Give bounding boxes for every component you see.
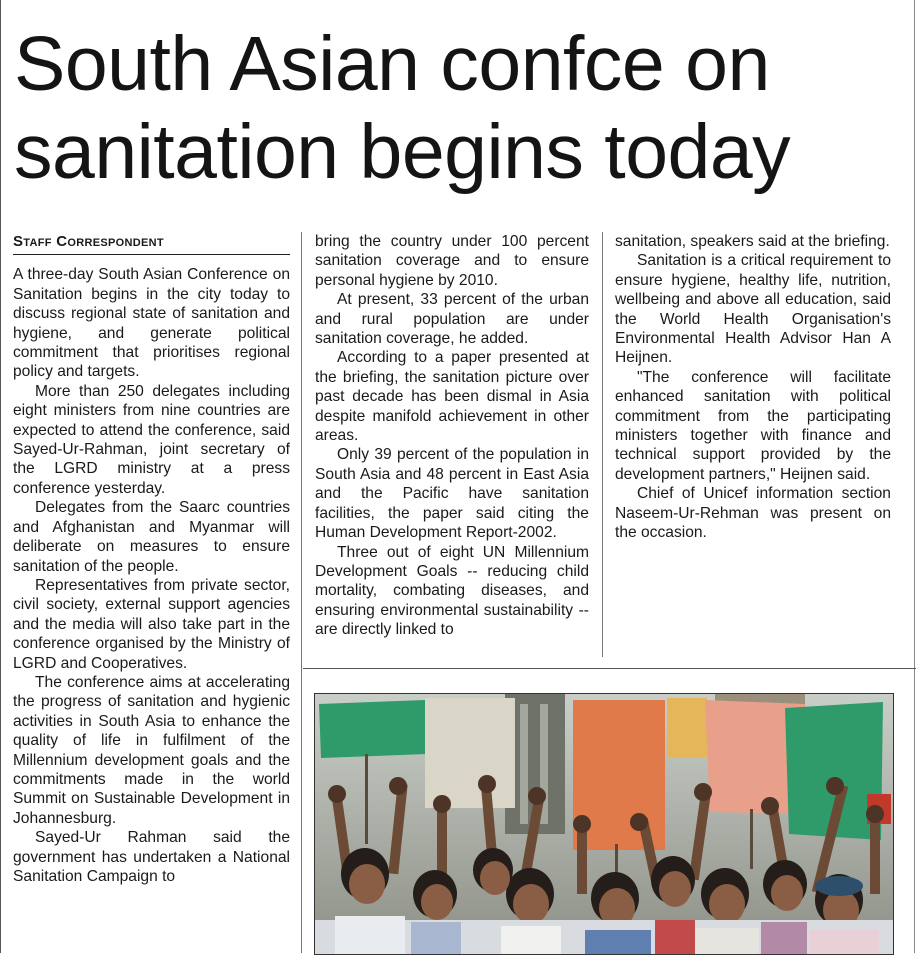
paragraph: Three out of eight UN Millennium Development Goals -- reducing child mortality, combating diseases, and ensuring environmental sustainability -- are directly linked to <box>315 543 589 639</box>
article-column-3 <box>615 232 891 543</box>
column-rule <box>301 232 302 953</box>
green-banner <box>319 700 427 758</box>
white-banner <box>425 698 515 808</box>
article-column-1 <box>13 232 290 886</box>
paragraph: Delegates from the Saarc countries and Afghanistan and Myanmar will deliberate on measures to ensure sanitation of the people. <box>13 499 290 575</box>
paragraph: A three-day South Asian Conference on Sanitation begins in the city today to discuss regional state of sanitation and hygiene, and generate political commitment that prioritises regional policy and targets. <box>13 266 290 381</box>
rally-photo-illustration <box>315 694 893 954</box>
section-rule <box>303 668 916 669</box>
column-rule <box>602 232 603 657</box>
paragraph: Chief of Unicef information section Naseem-Ur-Rehman was present on the occasion. <box>615 485 891 542</box>
paragraph: The conference aims at accelerating the progress of sanitation and hygienic activities in South Asia to enhance the quality of life in fulfilment of the Millennium development goals and the commitments made in the world Summit on Sustainable Development in Johannesburg. <box>13 673 290 827</box>
paragraph: Representatives from private sector, civil society, external support agencies and the media will also take part in the conference organised by the Ministry of LGRD and Cooperatives. <box>13 576 290 672</box>
page-border-right <box>914 0 915 953</box>
paragraph: "The conference will facilitate enhanced sanitation with political commitment from the participating ministers together with finance and technical support provided by the development partners," Heijnen said. <box>615 368 891 483</box>
paragraph: Sayed-Ur Rahman said the government has undertaken a National Sanitation Campaign to <box>13 829 290 885</box>
paragraph: At present, 33 percent of the urban and rural population are under sanitation coverage, he added. <box>315 291 589 348</box>
article-column-2 <box>315 232 589 640</box>
paragraph: Only 39 percent of the population in South Asia and 48 percent in East Asia and the Pacific have sanitation facilities, the paper said citing the Human Development Report-2002. <box>315 446 589 542</box>
paragraph: Sanitation is a critical requirement to ensure hygiene, healthy life, nutrition, wellbeing and above all education, said the World Health Organisation's Environmental Health Advisor Han A Heijnen. <box>615 252 891 367</box>
paragraph: According to a paper presented at the briefing, the sanitation picture over past decade has been dismal in Asia despite manifold achievement in other areas. <box>315 349 589 445</box>
headline: South Asian confce on sanitation begins today <box>14 21 791 195</box>
rally-photo <box>314 693 894 955</box>
paragraph: sanitation, speakers said at the briefing. <box>615 233 890 250</box>
paragraph: bring the country under 100 percent sanitation coverage and to ensure personal hygiene by 2010. <box>315 233 589 289</box>
paragraph: More than 250 delegates including eight ministers from nine countries are expected to attend the conference, said Sayed-Ur-Rahman, joint secretary of the LGRD ministry at a press conference yesterday. <box>13 382 290 497</box>
byline: Staff Correspondent <box>13 232 290 255</box>
page-border-left <box>0 0 1 953</box>
